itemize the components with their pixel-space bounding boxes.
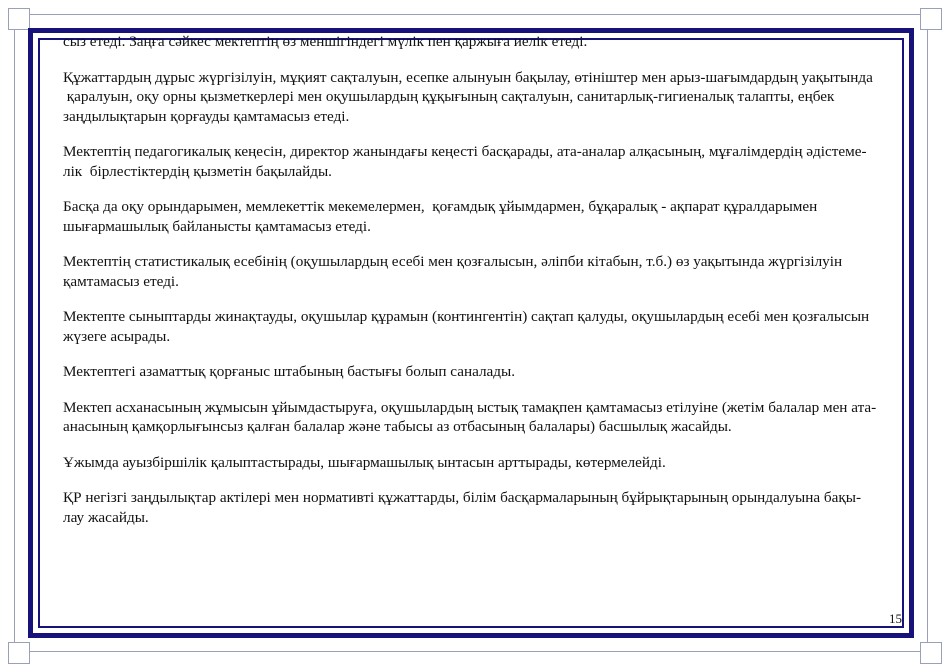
text-line: қамтамасыз етеді.	[63, 272, 179, 290]
text-line: сыз етеді. Заңға сәйкес мектептің өз меншігіндегі мүлік пен қаржыға иелік етеді.	[63, 33, 588, 50]
border-corner-ornament	[8, 642, 30, 664]
page-number: 15	[889, 611, 902, 626]
paragraph	[63, 307, 903, 346]
text-line: лау жасайды.	[63, 508, 149, 526]
text-line: жүзеге асырады.	[63, 327, 171, 345]
text-line: Басқа да оқу орындарымен, мемлекеттік мекемелермен, қоғамдық ұйымдармен, бұқаралық - ақпарат құралдарымен	[63, 198, 818, 215]
text-line: Мектептің педагогикалық кеңесін, директор жанындағы кеңесті басқарады, ата-аналар алқасының, мұғалімдердің әдістеме-	[63, 143, 867, 160]
text-line: Мектепте сыныптарды жинақтауды, оқушылар құрамын (контингентін) сақтап қалуды, оқушылардың есебі мен қозғалысын	[63, 308, 870, 325]
text-line: Құжаттардың дұрыс жүргізілуін, мұқият сақталуын, есепке алынуын бақылау, өтініштер мен арыз-шағымдардың уақытында	[63, 68, 873, 86]
paragraph	[63, 453, 903, 473]
border-corner-ornament	[920, 642, 942, 664]
border-corner-ornament	[920, 8, 942, 30]
document-body	[63, 32, 903, 626]
text-line: шығармашылық байланысты қамтамасыз етеді.	[63, 217, 371, 235]
paragraph	[63, 362, 903, 382]
text-line: қаралуын, оқу орны қызметкерлері мен оқушылардың құқығының сақталуын, санитарлық-гигиеналық талапты, еңбек	[63, 88, 835, 105]
text-line: Мектеп асханасының жұмысын ұйымдастыруға, оқушылардың ыстық тамақпен қамтамасыз етілуіне (жетім балалар мен ата-	[63, 398, 877, 416]
paragraph	[63, 252, 903, 291]
paragraph	[63, 197, 903, 236]
paragraph	[63, 398, 903, 437]
text-line: Ұжымда ауызбіршілік қалыптастырады, шығармашылық ынтасын арттырады, көтермелейді.	[63, 453, 666, 471]
border-corner-ornament	[8, 8, 30, 30]
text-line: Мектептің статистикалық есебінің (оқушылардың есебі мен қозғалысын, әліпби кітабын, т.б.) өз уақытында жүргізілуін	[63, 253, 843, 270]
text-line: ҚР негізгі заңдылықтар актілері мен нормативті құжаттарды, білім басқармаларының бұйрықтарының орындалуына бақы-	[63, 489, 862, 506]
text-line: заңдылықтарын қорғауды қамтамасыз етеді.	[63, 107, 350, 125]
text-line: Мектептегі азаматтық қорғаныс штабының бастығы болып саналады.	[63, 363, 516, 380]
paragraph	[63, 32, 903, 52]
text-line: анасының қамқорлығынсыз қалған балалар және табысы аз отбасының балалары) басшылық жасайды.	[63, 418, 732, 435]
paragraph	[63, 68, 903, 127]
paragraph	[63, 142, 903, 181]
paragraph	[63, 488, 903, 527]
text-line: лік бірлестіктердің қызметін бақылайды.	[63, 162, 332, 180]
